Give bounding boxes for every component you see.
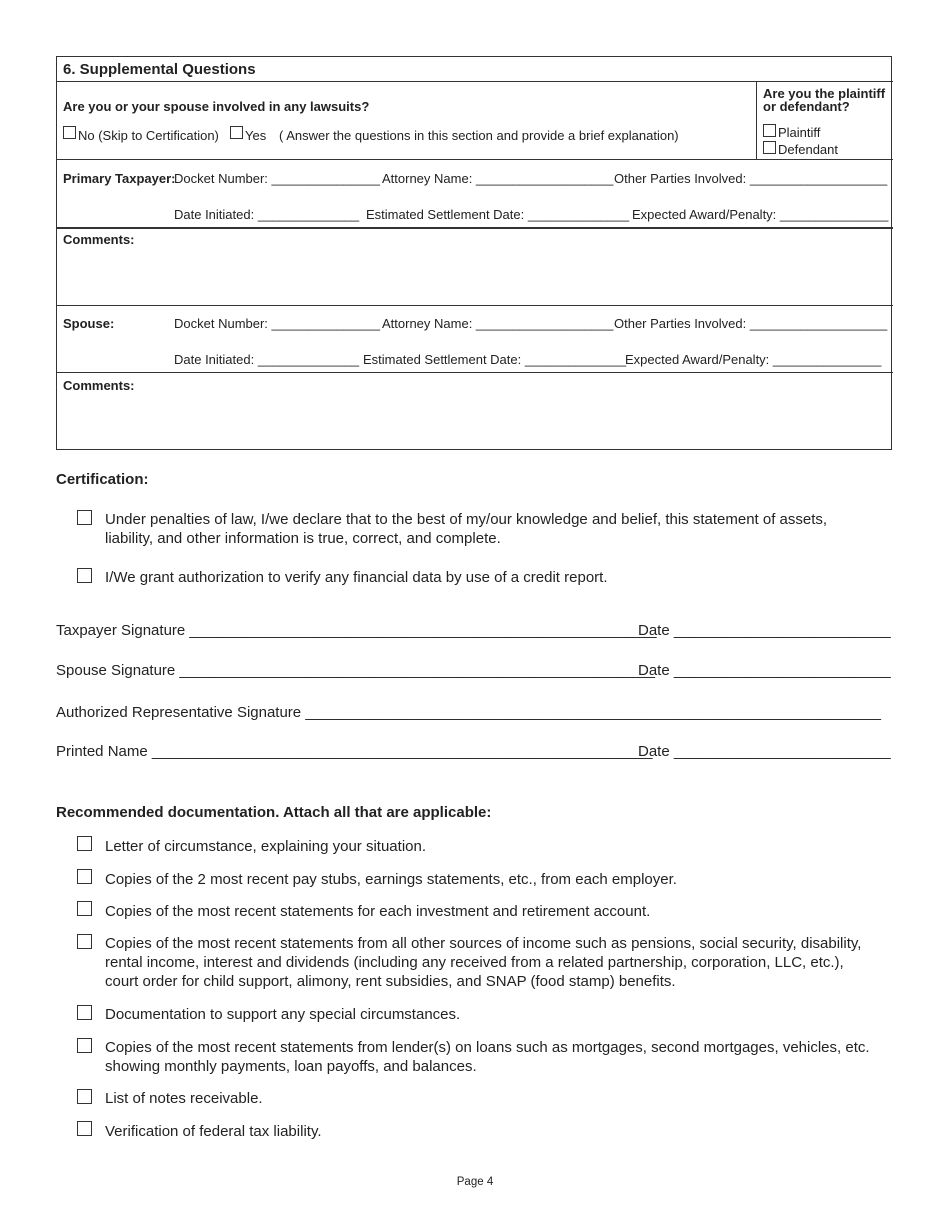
doc-checkbox-tax[interactable] <box>77 1121 92 1136</box>
divider <box>56 81 893 82</box>
yes-instruction: ( Answer the questions in this section and provide a brief explanation) <box>279 128 679 143</box>
primary-attorney-field[interactable]: Attorney Name: ___________________ <box>382 171 614 186</box>
role-question-line1: Are you the plaintiff <box>763 86 886 101</box>
primary-comments-label: Comments: <box>63 232 135 247</box>
divider <box>56 372 893 373</box>
doc-item-other-income-line3: court order for child support, alimony, rent subsidies, and SNAP (food stamp) benefits. <box>105 973 676 990</box>
representative-signature-line[interactable]: Authorized Representative Signature _____________________________________________________________________ <box>56 704 881 721</box>
doc-item-special: Documentation to support any special circumstances. <box>105 1006 461 1023</box>
certification-declare-line2: liability, and other information is true, correct, and complete. <box>105 530 501 547</box>
plaintiff-label: Plaintiff <box>778 125 821 140</box>
doc-checkbox-notes[interactable] <box>77 1089 92 1104</box>
printed-name-line[interactable]: Printed Name ____________________________________________________________ <box>56 743 653 760</box>
primary-date-initiated-field[interactable]: Date Initiated: ______________ <box>174 207 360 222</box>
doc-item-tax: Verification of federal tax liability. <box>105 1123 322 1140</box>
certification-authorize-text: I/We grant authorization to verify any financial data by use of a credit report. <box>105 569 608 586</box>
doc-item-other-income-line2: rental income, interest and dividends (including any received from a related partnership, corporation, LLC, etc.), <box>105 954 844 971</box>
documentation-title: Recommended documentation. Attach all that are applicable: <box>56 804 492 821</box>
doc-checkbox-loans[interactable] <box>77 1038 92 1053</box>
lawsuit-question: Are you or your spouse involved in any lawsuits? <box>63 99 370 114</box>
doc-item-letter: Letter of circumstance, explaining your situation. <box>105 838 426 855</box>
doc-item-loans-line2: showing monthly payments, loan payoffs, and balances. <box>105 1058 477 1075</box>
certification-declare-checkbox[interactable] <box>77 510 92 525</box>
doc-checkbox-letter[interactable] <box>77 836 92 851</box>
section-title: 6. Supplemental Questions <box>63 61 256 78</box>
primary-docket-field[interactable]: Docket Number: _______________ <box>174 171 380 186</box>
role-question-line2: or defendant? <box>763 99 850 114</box>
yes-option-label: Yes <box>245 128 267 143</box>
primary-settlement-field[interactable]: Estimated Settlement Date: ______________ <box>366 207 630 222</box>
doc-item-other-income-line1: Copies of the most recent statements from all other sources of income such as pensions, social security, disability, <box>105 935 862 952</box>
taxpayer-date-line[interactable]: Date __________________________ <box>638 622 891 639</box>
doc-checkbox-other-income[interactable] <box>77 934 92 949</box>
spouse-docket-field[interactable]: Docket Number: _______________ <box>174 316 380 331</box>
doc-item-notes: List of notes receivable. <box>105 1090 263 1107</box>
spouse-date-initiated-field[interactable]: Date Initiated: ______________ <box>174 352 360 367</box>
spouse-comments-label: Comments: <box>63 378 135 393</box>
no-option-label: No (Skip to Certification) <box>78 128 219 143</box>
spouse-attorney-field[interactable]: Attorney Name: ___________________ <box>382 316 614 331</box>
divider <box>56 305 893 306</box>
certification-declare-line1: Under penalties of law, I/we declare that to the best of my/our knowledge and belief, this statement of assets, <box>105 511 828 528</box>
certification-authorize-checkbox[interactable] <box>77 568 92 583</box>
certification-title: Certification: <box>56 471 149 488</box>
spouse-signature-line[interactable]: Spouse Signature _________________________________________________________ <box>56 662 655 679</box>
doc-checkbox-special[interactable] <box>77 1005 92 1020</box>
spouse-other-parties-field[interactable]: Other Parties Involved: ___________________ <box>614 316 888 331</box>
doc-checkbox-paystubs[interactable] <box>77 869 92 884</box>
primary-other-parties-field[interactable]: Other Parties Involved: ___________________ <box>614 171 888 186</box>
printed-date-line[interactable]: Date __________________________ <box>638 743 891 760</box>
spouse-comments-area[interactable] <box>57 396 891 448</box>
defendant-checkbox[interactable] <box>763 141 776 154</box>
spouse-settlement-field[interactable]: Estimated Settlement Date: ______________ <box>363 352 627 367</box>
defendant-label: Defendant <box>778 142 838 157</box>
taxpayer-signature-line[interactable]: Taxpayer Signature ________________________________________________________ <box>56 622 657 639</box>
divider <box>56 159 893 160</box>
doc-checkbox-investments[interactable] <box>77 901 92 916</box>
plaintiff-checkbox[interactable] <box>763 124 776 137</box>
doc-item-loans-line1: Copies of the most recent statements from lender(s) on loans such as mortgages, second mortgages, vehicles, etc. <box>105 1039 870 1056</box>
primary-taxpayer-label: Primary Taxpayer: <box>63 171 176 186</box>
spouse-award-field[interactable]: Expected Award/Penalty: _______________ <box>625 352 882 367</box>
spouse-date-line[interactable]: Date __________________________ <box>638 662 891 679</box>
primary-award-field[interactable]: Expected Award/Penalty: _______________ <box>632 207 889 222</box>
role-question <box>763 87 885 113</box>
page-number: Page 4 <box>456 1176 494 1188</box>
doc-item-paystubs: Copies of the 2 most recent pay stubs, earnings statements, etc., from each employer. <box>105 871 677 888</box>
yes-checkbox[interactable] <box>230 126 243 139</box>
column-divider <box>756 81 757 159</box>
no-checkbox[interactable] <box>63 126 76 139</box>
primary-comments-area[interactable] <box>57 250 891 304</box>
doc-item-investments: Copies of the most recent statements for each investment and retirement account. <box>105 903 651 920</box>
divider <box>56 227 893 229</box>
doc-item-loans <box>105 1038 870 1076</box>
doc-item-other-income <box>105 934 861 991</box>
spouse-label: Spouse: <box>63 316 115 331</box>
certification-declare-text <box>105 510 827 548</box>
